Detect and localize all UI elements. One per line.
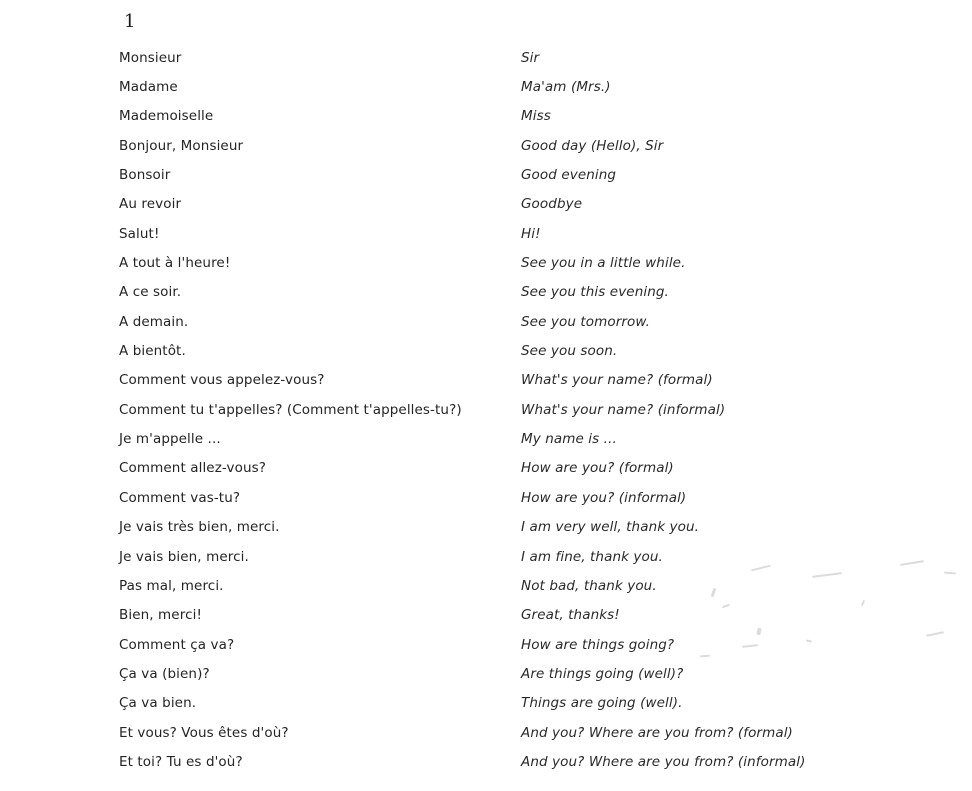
french-term: Ça va (bien)? (119, 665, 210, 682)
vocab-row (119, 483, 972, 512)
vocab-row (119, 513, 972, 542)
french-term: Je vais très bien, merci. (119, 519, 280, 536)
english-translation: I am very well, thank you. (521, 519, 700, 536)
french-term: Madame (119, 79, 178, 96)
french-term: Comment tu t'appelles? (Comment t'appelles-tu?) (119, 401, 462, 418)
vocab-row (119, 571, 972, 600)
english-translation: Good evening (521, 167, 617, 184)
vocab-row (119, 102, 972, 131)
vocab-row (119, 336, 972, 365)
english-translation: And you? Where are you from? (formal) (521, 724, 793, 741)
vocab-row (119, 395, 972, 424)
english-translation: Sir (521, 49, 540, 66)
french-term: Je vais bien, merci. (119, 548, 249, 565)
vocab-row (119, 248, 972, 277)
english-translation: Great, thanks! (521, 607, 620, 624)
vocab-row (119, 72, 972, 101)
english-translation: Ma'am (Mrs.) (521, 79, 611, 96)
french-term: Je m'appelle ... (119, 431, 221, 448)
french-term: Ça va bien. (119, 695, 197, 712)
french-term: Au revoir (119, 196, 182, 213)
english-translation: How are things going? (521, 636, 675, 653)
english-translation: I am fine, thank you. (521, 548, 663, 565)
vocab-row (119, 307, 972, 336)
english-translation: Are things going (well)? (521, 665, 684, 682)
english-translation: How are you? (informal) (521, 489, 687, 506)
french-term: A demain. (119, 313, 189, 330)
english-translation: What's your name? (formal) (521, 372, 713, 389)
french-term: Bonsoir (119, 167, 171, 184)
vocab-row (119, 630, 972, 659)
vocab-row (119, 43, 972, 72)
vocab-row (119, 278, 972, 307)
english-translation: Not bad, thank you. (521, 577, 657, 594)
vocab-row (119, 219, 972, 248)
english-translation: Miss (521, 108, 551, 125)
french-term: Pas mal, merci. (119, 577, 224, 594)
page-number: 1 (124, 11, 136, 32)
french-term: Bonjour, Monsieur (119, 137, 244, 154)
french-term: Monsieur (119, 49, 182, 66)
english-translation: My name is ... (521, 431, 617, 448)
english-translation: Hi! (521, 225, 541, 242)
french-term: Comment ça va? (119, 636, 235, 653)
english-translation: Goodbye (521, 196, 583, 213)
vocab-row (119, 160, 972, 189)
vocab-row (119, 131, 972, 160)
french-term: Comment vous appelez-vous? (119, 372, 325, 389)
vocab-row (119, 659, 972, 688)
french-term: Mademoiselle (119, 108, 214, 125)
english-translation: How are you? (formal) (521, 460, 674, 477)
vocab-row (119, 366, 972, 395)
vocab-row (119, 689, 972, 718)
vocab-row (119, 454, 972, 483)
english-translation: Things are going (well). (521, 695, 683, 712)
french-term: Salut! (119, 225, 160, 242)
english-translation: See you soon. (521, 343, 618, 360)
french-term: A tout à l'heure! (119, 255, 231, 272)
french-term: Comment allez-vous? (119, 460, 267, 477)
vocab-row (119, 747, 972, 776)
english-translation: Good day (Hello), Sir (521, 137, 664, 154)
french-term: Bien, merci! (119, 607, 202, 624)
french-term: Comment vas-tu? (119, 489, 241, 506)
vocab-row (119, 718, 972, 747)
english-translation: See you this evening. (521, 284, 669, 301)
vocab-row (119, 190, 972, 219)
vocab-row (119, 542, 972, 571)
english-translation: And you? Where are you from? (informal) (521, 753, 806, 770)
french-term: Et toi? Tu es d'où? (119, 753, 243, 770)
vocab-row (119, 424, 972, 453)
french-term: A ce soir. (119, 284, 182, 301)
english-translation: See you tomorrow. (521, 313, 651, 330)
french-term: Et vous? Vous êtes d'où? (119, 724, 289, 741)
english-translation: See you in a little while. (521, 255, 686, 272)
vocab-row (119, 601, 972, 630)
vocab-list (119, 43, 972, 777)
french-term: A bientôt. (119, 343, 186, 360)
english-translation: What's your name? (informal) (521, 401, 726, 418)
